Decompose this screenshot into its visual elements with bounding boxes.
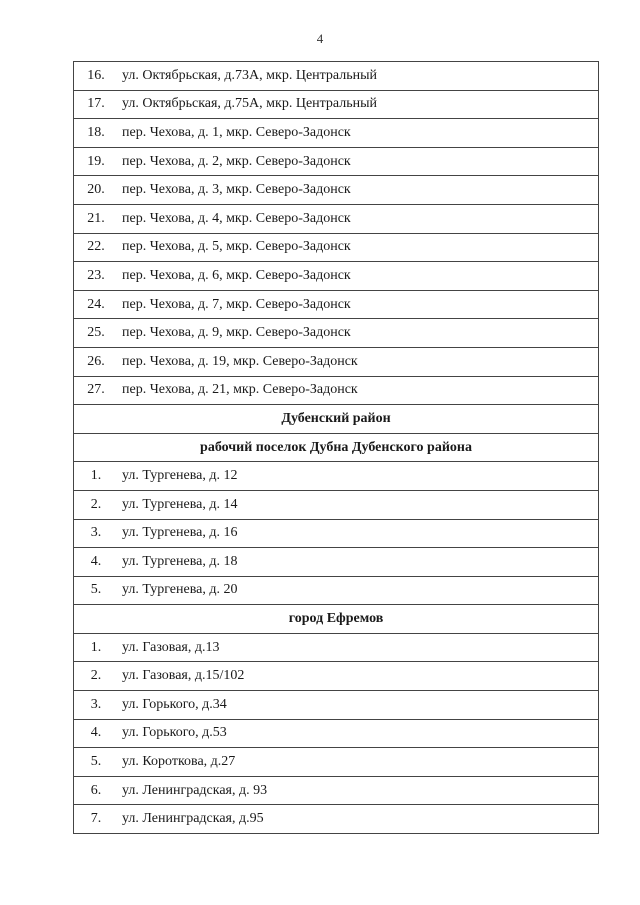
section-header: Дубенский район (74, 405, 599, 434)
table-row (74, 204, 599, 233)
section-header: рабочий поселок Дубна Дубенского района (74, 433, 599, 462)
row-number: 4. (74, 719, 119, 748)
row-address: ул. Газовая, д.15/102 (118, 662, 599, 691)
row-address: пер. Чехова, д. 6, мкр. Северо-Задонск (118, 262, 599, 291)
row-address: ул. Тургенева, д. 14 (118, 490, 599, 519)
table-row (74, 176, 599, 205)
table-row (74, 462, 599, 491)
row-address: ул. Горького, д.34 (118, 691, 599, 720)
row-number: 2. (74, 490, 119, 519)
row-number: 25. (74, 319, 119, 348)
row-number: 20. (74, 176, 119, 205)
row-address: пер. Чехова, д. 4, мкр. Северо-Задонск (118, 204, 599, 233)
row-number: 2. (74, 662, 119, 691)
row-address: ул. Тургенева, д. 18 (118, 548, 599, 577)
table-row (74, 691, 599, 720)
table-row (74, 90, 599, 119)
table-row (74, 662, 599, 691)
row-address: ул. Ленинградская, д. 93 (118, 776, 599, 805)
row-address: ул. Тургенева, д. 20 (118, 576, 599, 605)
row-address: пер. Чехова, д. 21, мкр. Северо-Задонск (118, 376, 599, 405)
section-header: город Ефремов (74, 605, 599, 634)
row-number: 1. (74, 462, 119, 491)
row-number: 19. (74, 147, 119, 176)
row-address: ул. Октябрьская, д.73А, мкр. Центральный (118, 62, 599, 91)
page-number: 4 (316, 31, 324, 46)
row-number: 21. (74, 204, 119, 233)
row-address: пер. Чехова, д. 5, мкр. Северо-Задонск (118, 233, 599, 262)
section-header-row (74, 433, 599, 462)
table-row (74, 576, 599, 605)
row-number: 24. (74, 290, 119, 319)
table-row (74, 490, 599, 519)
row-number: 4. (74, 548, 119, 577)
table-row (74, 147, 599, 176)
row-address: пер. Чехова, д. 19, мкр. Северо-Задонск (118, 347, 599, 376)
section-header-row (74, 405, 599, 434)
row-address: пер. Чехова, д. 7, мкр. Северо-Задонск (118, 290, 599, 319)
table-row (74, 290, 599, 319)
row-address: пер. Чехова, д. 9, мкр. Северо-Задонск (118, 319, 599, 348)
table-row (74, 233, 599, 262)
table-row (74, 633, 599, 662)
row-address: ул. Ленинградская, д.95 (118, 805, 599, 834)
table-row (74, 319, 599, 348)
row-number: 22. (74, 233, 119, 262)
row-address: ул. Тургенева, д. 12 (118, 462, 599, 491)
row-number: 18. (74, 119, 119, 148)
table-row (74, 347, 599, 376)
row-number: 6. (74, 776, 119, 805)
table-row (74, 719, 599, 748)
row-number: 3. (74, 519, 119, 548)
row-address: пер. Чехова, д. 2, мкр. Северо-Задонск (118, 147, 599, 176)
row-number: 26. (74, 347, 119, 376)
row-number: 1. (74, 633, 119, 662)
table-row (74, 748, 599, 777)
row-number: 5. (74, 576, 119, 605)
table-row (74, 62, 599, 91)
row-number: 16. (74, 62, 119, 91)
section-header-row (74, 605, 599, 634)
row-address: ул. Газовая, д.13 (118, 633, 599, 662)
table-row (74, 119, 599, 148)
row-number: 3. (74, 691, 119, 720)
row-address: ул. Тургенева, д. 16 (118, 519, 599, 548)
table-row (74, 519, 599, 548)
table-row (74, 805, 599, 834)
row-number: 5. (74, 748, 119, 777)
address-table (73, 61, 599, 834)
table-row (74, 376, 599, 405)
row-number: 17. (74, 90, 119, 119)
row-address: пер. Чехова, д. 3, мкр. Северо-Задонск (118, 176, 599, 205)
row-number: 27. (74, 376, 119, 405)
row-number: 7. (74, 805, 119, 834)
row-address: ул. Горького, д.53 (118, 719, 599, 748)
address-table-body (74, 62, 599, 834)
table-row (74, 548, 599, 577)
table-row (74, 776, 599, 805)
row-number: 23. (74, 262, 119, 291)
table-row (74, 262, 599, 291)
row-address: ул. Октябрьская, д.75А, мкр. Центральный (118, 90, 599, 119)
row-address: пер. Чехова, д. 1, мкр. Северо-Задонск (118, 119, 599, 148)
row-address: ул. Короткова, д.27 (118, 748, 599, 777)
